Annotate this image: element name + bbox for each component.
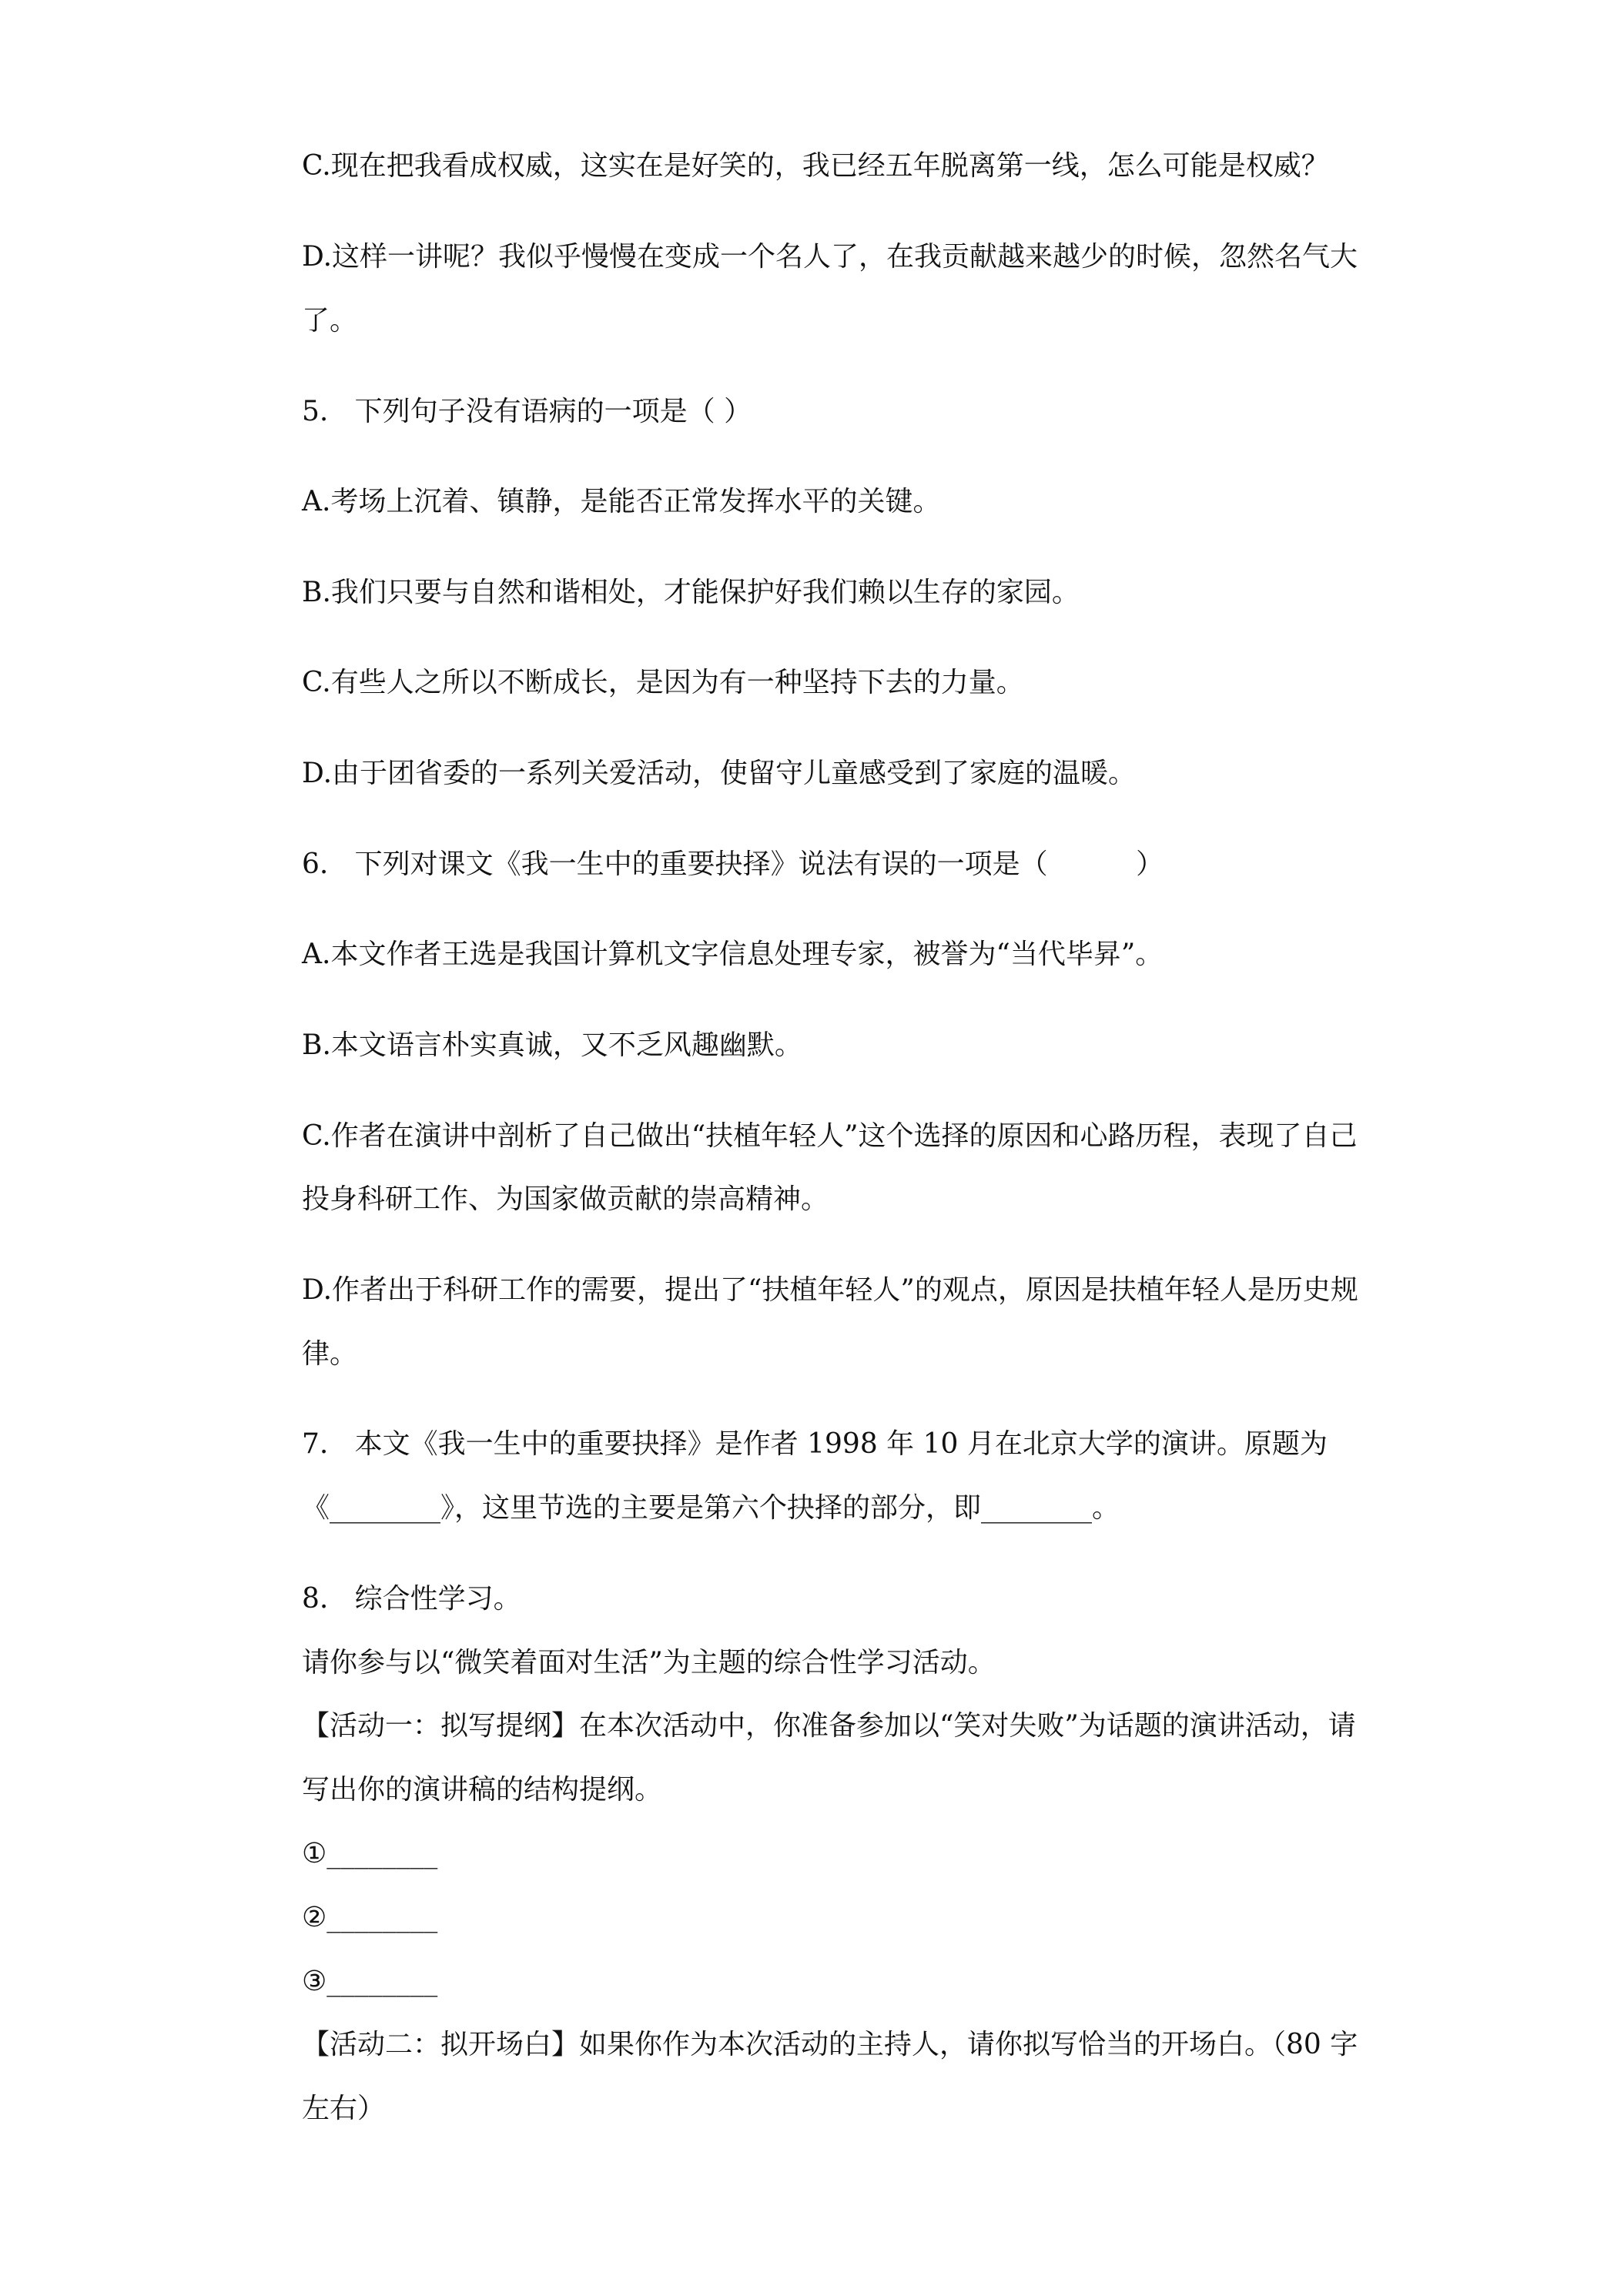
option-d-line: D.这样一讲呢？我似乎慢慢在变成一个名人了，在我贡献越来越少的时候，忽然名气大	[302, 241, 1358, 273]
activity-1-line-2: 写出你的演讲稿的结构提纲。	[302, 1774, 663, 1806]
question-5-option-b: B.我们只要与自然和谐相处，才能保护好我们赖以生存的家园。	[302, 577, 1080, 608]
activity-1-line-1: 【活动一：拟写提纲】在本次活动中，你准备参加以“笑对失败”为话题的演讲活动，请	[302, 1710, 1356, 1742]
activity-2-line-1: 【活动二：拟开场白】如果你作为本次活动的主持人，请你拟写恰当的开场白。（80 字	[302, 2029, 1358, 2060]
question-6-title: 6. 下列对课文《我一生中的重要抉择》说法有误的一项是（ ）	[302, 848, 1164, 880]
question-8-title: 8. 综合性学习。	[302, 1583, 521, 1615]
question-6-option-c: C.作者在演讲中剖析了自己做出“扶植年轻人”这个选择的原因和心路历程，表现了自己	[302, 1120, 1358, 1152]
question-6-option-b: B.本文语言朴实真诚，又不乏风趣幽默。	[302, 1029, 802, 1061]
question-5-title: 5. 下列句子没有语病的一项是（ ）	[302, 396, 752, 427]
question-8-intro: 请你参与以“微笑着面对生活”为主题的综合性学习活动。	[302, 1647, 996, 1678]
question-5-option-c: C.有些人之所以不断成长，是因为有一种坚持下去的力量。	[302, 667, 1024, 698]
activity-2-line-2: 左右）	[302, 2093, 386, 2124]
option-d-continuation: 了。	[302, 305, 358, 336]
question-7-line-1: 7. 本文《我一生中的重要抉择》是作者 1998 年 10 月在北京大学的演讲。原题为	[302, 1428, 1328, 1460]
question-5-option-a: A.考场上沉着、镇静，是能否正常发挥水平的关键。	[302, 486, 941, 517]
question-5-option-d: D.由于团省委的一系列关爱活动，使留守儿童感受到了家庭的温暖。	[302, 758, 1137, 789]
outline-item-3: ③________	[302, 1966, 438, 1997]
question-6-option-c-continuation: 投身科研工作、为国家做贡献的崇高精神。	[302, 1183, 829, 1215]
outline-item-2: ②________	[302, 1902, 438, 1933]
question-6-option-d: D.作者出于科研工作的需要，提出了“扶植年轻人”的观点，原因是扶植年轻人是历史规	[302, 1274, 1358, 1306]
question-6-option-d-continuation: 律。	[302, 1338, 358, 1370]
outline-item-1: ①________	[302, 1838, 438, 1869]
option-c-line: C.现在把我看成权威，这实在是好笑的，我已经五年脱离第一线，怎么可能是权威？	[302, 150, 1329, 182]
question-7-line-2: 《________》，这里节选的主要是第六个抉择的部分，即________。	[302, 1492, 1120, 1524]
question-6-option-a: A.本文作者王选是我国计算机文字信息处理专家，被誉为“当代毕昇”。	[302, 939, 1164, 970]
